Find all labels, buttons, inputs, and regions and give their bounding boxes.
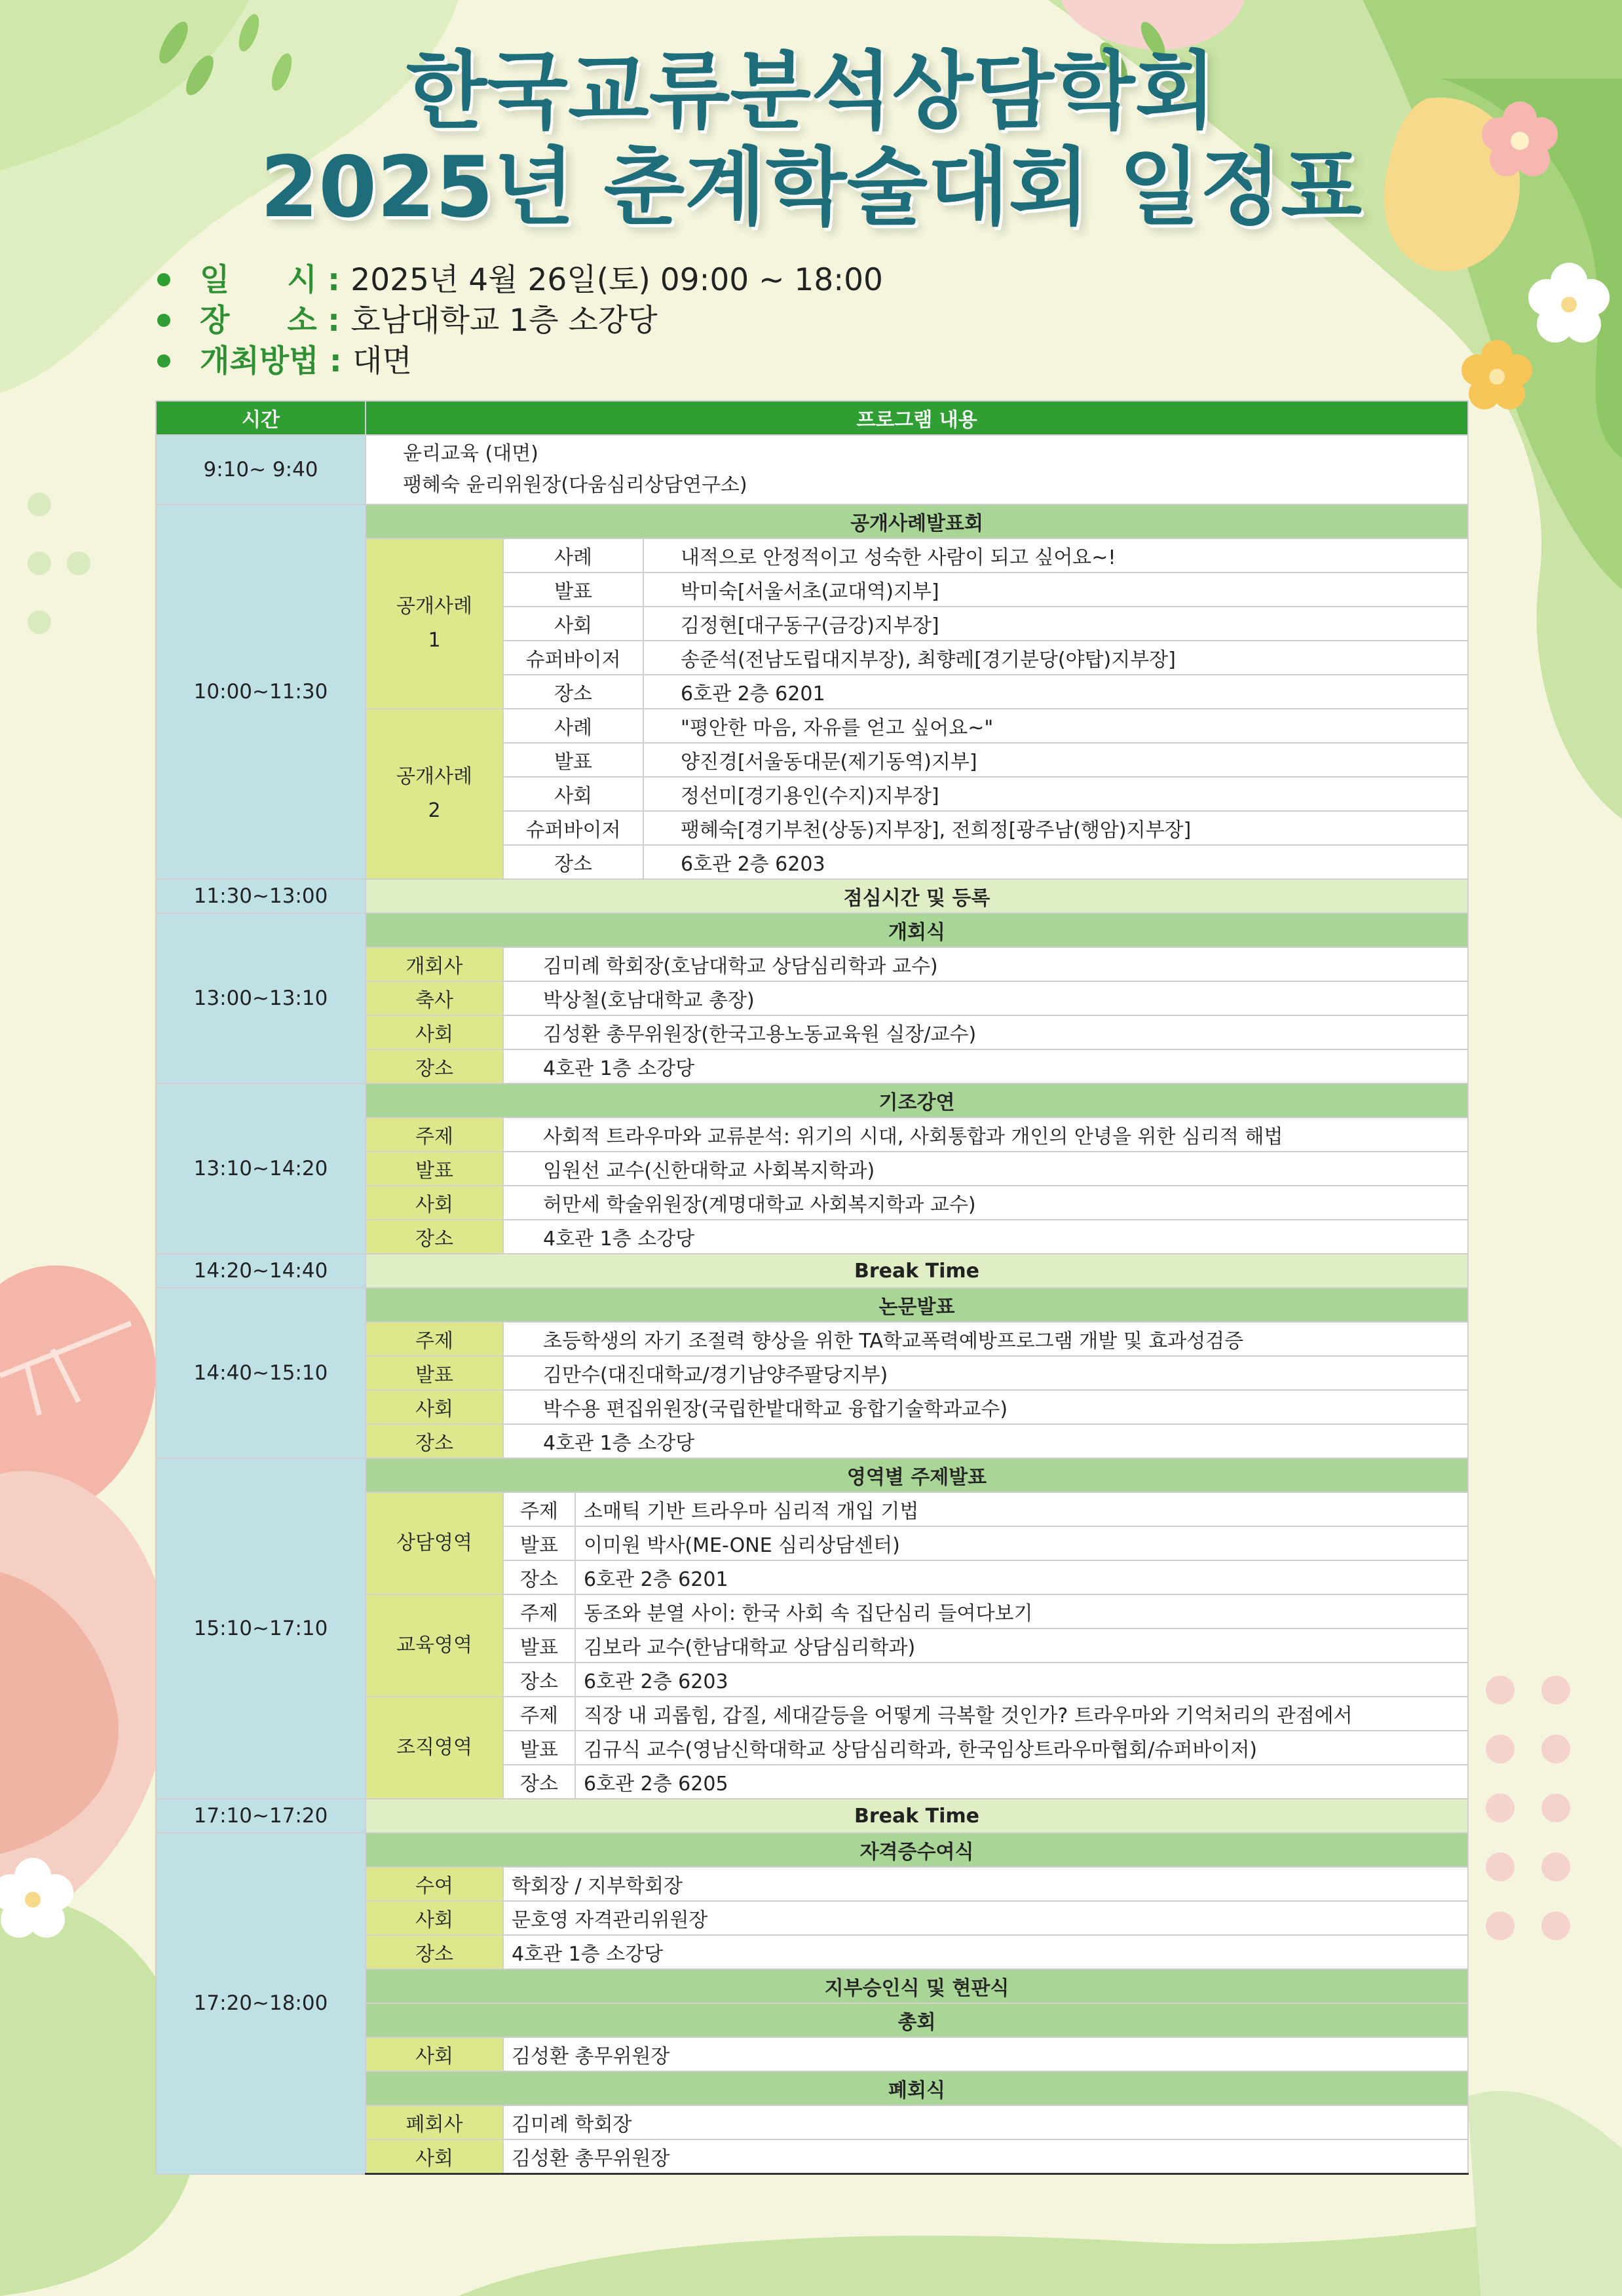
content-cell: 동조와 분열 사이: 한국 사회 속 집단심리 들여다보기: [575, 1594, 1468, 1628]
content-cell: 6호관 2층 6201: [643, 675, 1468, 709]
role-cell: 발표: [503, 1628, 575, 1663]
time-cell: 10:00~11:30: [156, 504, 366, 879]
content-cell: 김정현[대구동구(금강)지부장]: [643, 607, 1468, 641]
content-cell: 초등학생의 자기 조절력 향상을 위한 TA학교폭력예방프로그램 개발 및 효과성검증: [503, 1322, 1468, 1356]
content-cell: 직장 내 괴롭힘, 갑질, 세대갈등을 어떻게 극복할 것인가? 트라우마와 기억처리의 관점에서: [575, 1697, 1468, 1731]
content-cell: 박수용 편집위원장(국립한밭대학교 융합기술학과교수): [503, 1390, 1468, 1424]
info-place-key-b: 소: [287, 303, 317, 339]
content-cell: 내적으로 안정적이고 성숙한 사람이 되고 싶어요~!: [643, 538, 1468, 573]
content-cell: 4호관 1층 소강당: [503, 1424, 1468, 1458]
header-time: 시간: [156, 401, 366, 435]
section-title: 기조강연: [366, 1083, 1468, 1118]
role-cell: 사례: [503, 538, 643, 573]
info-date-value: 2025년 4월 26일(토) 09:00 ~ 18:00: [350, 262, 883, 298]
table-row: [156, 1833, 1468, 1867]
event-info: [157, 260, 883, 382]
role-cell: 개회사: [366, 947, 503, 981]
content-cell: 김성환 총무위원장: [503, 2139, 1468, 2174]
role-cell: 발표: [503, 743, 643, 777]
role-cell: 사회: [366, 1015, 503, 1049]
role-cell: 장소: [503, 1560, 575, 1594]
section-title: 공개사례발표회: [366, 504, 1468, 538]
table-row: [156, 1083, 1468, 1118]
content-cell: 이미원 박사(ME-ONE 심리상담센터): [575, 1526, 1468, 1560]
role-cell: 발표: [366, 1356, 503, 1390]
content-cell: 6호관 2층 6203: [575, 1663, 1468, 1697]
time-cell: 14:40~15:10: [156, 1288, 366, 1458]
bullet-icon: [157, 273, 170, 286]
role-cell: 사회: [503, 607, 643, 641]
section-title: 논문발표: [366, 1288, 1468, 1322]
content-cell: 소매틱 기반 트라우마 심리적 개입 기법: [575, 1492, 1468, 1526]
content-cell: 4호관 1층 소강당: [503, 1049, 1468, 1083]
content-cell: 학회장 / 지부학회장: [503, 1867, 1468, 1901]
content-cell: 팽혜숙[경기부천(상동)지부장], 전희정[광주남(행암)지부장]: [643, 811, 1468, 845]
section-title: 폐회식: [366, 2071, 1468, 2105]
case-1-label: 공개사례 1: [366, 538, 503, 709]
break-band: Break Time: [366, 1799, 1468, 1833]
info-place-value: 호남대학교 1층 소강당: [350, 303, 658, 339]
schedule-table: [155, 400, 1469, 2175]
content-cell: 4호관 1층 소강당: [503, 1220, 1468, 1254]
role-cell: 주제: [503, 1594, 575, 1628]
bullet-icon: [157, 314, 170, 327]
time-cell: 14:20~14:40: [156, 1254, 366, 1288]
info-date-key-a: 일: [199, 262, 288, 298]
section-title: 개회식: [366, 913, 1468, 947]
role-cell: 주제: [366, 1322, 503, 1356]
role-cell: 슈퍼바이저: [503, 811, 643, 845]
time-cell: 15:10~17:10: [156, 1458, 366, 1799]
role-cell: 폐회사: [366, 2105, 503, 2139]
table-row: [156, 913, 1468, 947]
time-cell: 17:20~18:00: [156, 1833, 366, 2174]
content-cell: 김성환 총무위원장: [503, 2037, 1468, 2071]
table-row: [156, 504, 1468, 538]
table-row: [156, 1458, 1468, 1492]
role-cell: 슈퍼바이저: [503, 641, 643, 675]
ethics-cell: [366, 435, 1468, 504]
title-line-2: 2025년 춘계학술대회 일정표: [260, 139, 1362, 236]
content-cell: 허만세 학술위원장(계명대학교 사회복지학과 교수): [503, 1186, 1468, 1220]
role-cell: 발표: [503, 573, 643, 607]
content-cell: 김규식 교수(영남신학대학교 상담심리학과, 한국임상트라우마협회/슈퍼바이저): [575, 1731, 1468, 1765]
role-cell: 주제: [503, 1492, 575, 1526]
content-cell: 4호관 1층 소강당: [503, 1935, 1468, 1969]
table-row: [156, 1799, 1468, 1833]
content-cell: 김미례 학회장: [503, 2105, 1468, 2139]
info-method-key: 개최방법: [199, 343, 319, 379]
info-place-key-a: 장: [199, 303, 288, 339]
section-title: 영역별 주제발표: [366, 1458, 1468, 1492]
break-band: Break Time: [366, 1254, 1468, 1288]
table-row: [156, 879, 1468, 913]
bullet-icon: [157, 354, 170, 367]
role-cell: 장소: [503, 845, 643, 879]
case-2-label: 공개사례 2: [366, 709, 503, 879]
content-cell: 사회적 트라우마와 교류분석: 위기의 시대, 사회통합과 개인의 안녕을 위한 심리적 해법: [503, 1118, 1468, 1152]
content-cell: 김만수(대진대학교/경기남양주팔당지부): [503, 1356, 1468, 1390]
section-title: 총회: [366, 2003, 1468, 2037]
role-cell: 장소: [366, 1220, 503, 1254]
content-cell: 6호관 2층 6203: [643, 845, 1468, 879]
ethics-line-1: 윤리교육 (대면): [403, 442, 538, 465]
lunch-band: 점심시간 및 등록: [366, 879, 1468, 913]
content-cell: 6호관 2층 6201: [575, 1560, 1468, 1594]
ethics-line-2: 팽혜숙 윤리위원장(다움심리상담연구소): [403, 474, 747, 497]
info-method: 개최방법 : 대면: [157, 341, 883, 382]
role-cell: 사회: [366, 2139, 503, 2174]
role-cell: 주제: [366, 1118, 503, 1152]
group-label-education: 교육영역: [366, 1594, 503, 1697]
group-label-counseling: 상담영역: [366, 1492, 503, 1594]
content-cell: 김미례 학회장(호남대학교 상담심리학과 교수): [503, 947, 1468, 981]
info-place: 장소 : 호남대학교 1층 소강당: [157, 301, 883, 341]
role-cell: 주제: [503, 1697, 575, 1731]
content-cell: 박상철(호남대학교 총장): [503, 981, 1468, 1015]
content-cell: 문호영 자격관리위원장: [503, 1901, 1468, 1935]
content-cell: 송준석(전남도립대지부장), 최향레[경기분당(야탑)지부장]: [643, 641, 1468, 675]
info-method-value: 대면: [352, 343, 412, 379]
role-cell: 발표: [503, 1731, 575, 1765]
content-cell: 6호관 2층 6205: [575, 1765, 1468, 1799]
table-row: [156, 1254, 1468, 1288]
role-cell: 장소: [366, 1049, 503, 1083]
role-cell: 장소: [366, 1935, 503, 1969]
role-cell: 장소: [503, 1663, 575, 1697]
role-cell: 사회: [366, 1901, 503, 1935]
role-cell: 수여: [366, 1867, 503, 1901]
section-title: 지부승인식 및 현판식: [366, 1969, 1468, 2003]
time-cell: 9:10~ 9:40: [156, 435, 366, 504]
role-cell: 발표: [366, 1152, 503, 1186]
role-cell: 사회: [366, 1186, 503, 1220]
info-date-key-b: 시: [287, 262, 317, 298]
table-header-row: [156, 401, 1468, 435]
content-cell: 박미숙[서울서초(교대역)지부]: [643, 573, 1468, 607]
time-cell: 13:00~13:10: [156, 913, 366, 1083]
content-cell: 임원선 교수(신한대학교 사회복지학과): [503, 1152, 1468, 1186]
table-row: [156, 1288, 1468, 1322]
role-cell: 사회: [366, 2037, 503, 2071]
time-cell: 11:30~13:00: [156, 879, 366, 913]
content-cell: 김성환 총무위원장(한국고용노동교육원 실장/교수): [503, 1015, 1468, 1049]
role-cell: 장소: [503, 1765, 575, 1799]
section-title: 자격증수여식: [366, 1833, 1468, 1867]
role-cell: 사회: [366, 1390, 503, 1424]
info-date: 일시 : 2025년 4월 26일(토) 09:00 ~ 18:00: [157, 260, 883, 301]
title-line-1: 한국교류분석상담학회: [406, 43, 1216, 140]
role-cell: 사회: [503, 777, 643, 811]
group-label-organization: 조직영역: [366, 1697, 503, 1799]
time-cell: 13:10~14:20: [156, 1083, 366, 1254]
role-cell: 장소: [366, 1424, 503, 1458]
content-cell: 정선미[경기용인(수지)지부장]: [643, 777, 1468, 811]
role-cell: 사례: [503, 709, 643, 743]
content-cell: 양진경[서울동대문(제기동역)지부]: [643, 743, 1468, 777]
content-cell: 김보라 교수(한남대학교 상담심리학과): [575, 1628, 1468, 1663]
time-cell: 17:10~17:20: [156, 1799, 366, 1833]
content-cell: "평안한 마음, 자유를 얻고 싶어요~": [643, 709, 1468, 743]
table-row: [156, 435, 1468, 504]
role-cell: 장소: [503, 675, 643, 709]
role-cell: 발표: [503, 1526, 575, 1560]
role-cell: 축사: [366, 981, 503, 1015]
header-program: 프로그램 내용: [366, 401, 1468, 435]
